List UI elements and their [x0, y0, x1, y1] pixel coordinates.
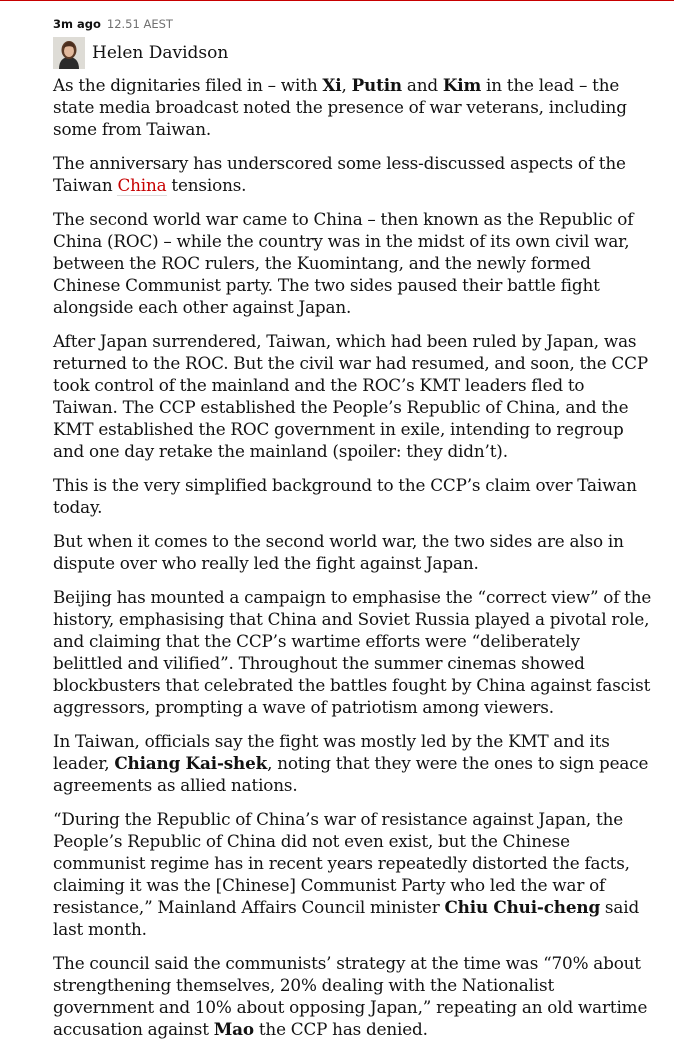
paragraph-2: The anniversary has underscored some less-discussed aspects of the Taiwan China tensions. — [53, 153, 626, 195]
article-body — [53, 74, 653, 1052]
name-kim: Kim — [442, 75, 482, 95]
name-chiang-kai-shek: Chiang Kai-shek — [114, 753, 268, 773]
paragraph-1: As the dignitaries filed in – with Xi, Putin and Kim in the lead – the state media broadcast noted the presence of war veterans, including some from Taiwan. — [53, 75, 627, 139]
time-ago: 3m ago — [53, 17, 101, 31]
china-link[interactable]: China — [117, 175, 167, 195]
paragraph-5: This is the very simplified background to the CCP’s claim over Taiwan today. — [53, 475, 637, 517]
paragraph-3: The second world war came to China – then known as the Republic of China (ROC) – while the country was in the midst of its own civil war, between the ROC rulers, the Kuomintang, and the newly formed Chinese Communist party. The two sides paused their battle fight alongside each other against Japan. — [53, 209, 634, 317]
paragraph-7: Beijing has mounted a campaign to emphasise the “correct view” of the history, emphasising that China and Soviet Russia played a pivotal role, and claiming that the CCP’s wartime efforts were “deliberately belittled and vilified”. Throughout the summer cinemas showed blockbusters that celebrated the battles fought by China against fascist aggressors, prompting a wave of patriotism among viewers. — [53, 587, 652, 717]
time-aest: 12.51 AEST — [106, 17, 173, 31]
byline — [53, 37, 228, 69]
top-rule — [0, 0, 674, 1]
name-xi: Xi — [322, 75, 342, 95]
paragraph-4: After Japan surrendered, Taiwan, which had been ruled by Japan, was returned to the ROC. But the civil war had resumed, and soon, the CCP took control of the mainland and the ROC’s KMT leaders fled to Taiwan. The CCP established the People’s Republic of China, and the KMT established the ROC government in exile, intending to regroup and one day retake the mainland (spoiler: they didn’t). — [53, 331, 648, 461]
paragraph-6: But when it comes to the second world war, the two sides are also in dispute over who really led the fight against Japan. — [53, 531, 624, 573]
name-putin: Putin — [351, 75, 402, 95]
author-name[interactable]: Helen Davidson — [92, 43, 229, 63]
name-chiu-chui-cheng: Chiu Chui-cheng — [444, 897, 601, 917]
author-avatar — [53, 37, 85, 69]
post-timestamp — [53, 17, 173, 31]
paragraph-8: In Taiwan, officials say the fight was mostly led by the KMT and its leader, Chiang Kai-shek, noting that they were the ones to sign peace agreements as allied nations. — [53, 731, 649, 795]
paragraph-10: The council said the communists’ strategy at the time was “70% about strengthening themselves, 20% dealing with the Nationalist government and 10% about opposing Japan,” repeating an old wartime accusation against Mao the CCP has denied. — [53, 953, 648, 1039]
name-mao: Mao — [213, 1019, 254, 1039]
paragraph-9: “During the Republic of China’s war of resistance against Japan, the People’s Republic of China did not even exist, but the Chinese communist regime has in recent years repeatedly distorted the facts, claiming it was the [Chinese] Communist Party who led the war of resistance,” Mainland Affairs Council minister Chiu Chui-cheng said last month. — [53, 809, 640, 939]
